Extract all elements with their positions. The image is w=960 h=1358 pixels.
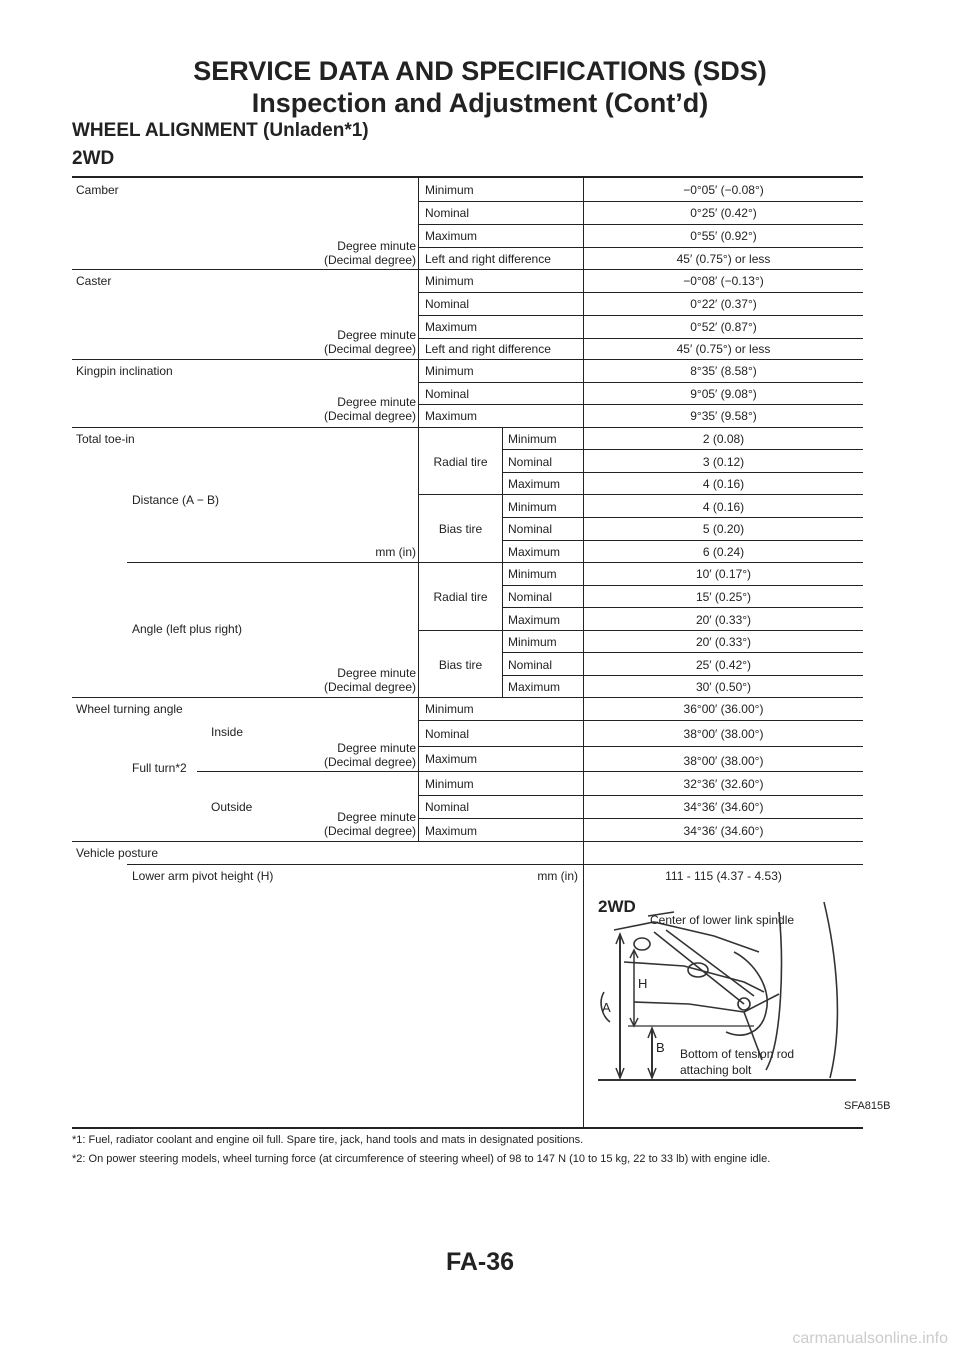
row-divider (197, 771, 863, 772)
param-label: Maximum (425, 752, 478, 766)
param-label: Minimum (425, 364, 474, 378)
param-label: Nominal (508, 455, 553, 469)
unit-label: (Decimal degree) (323, 824, 416, 838)
section-title: WHEEL ALIGNMENT (Unladen*1) (72, 120, 369, 141)
caster-label: Caster (76, 274, 112, 288)
value-cell: 0°22′ (0.37°) (690, 297, 757, 311)
row-divider (419, 292, 863, 293)
figure-center-label: Center of lower link spindle (650, 913, 795, 927)
value-cell: 10′ (0.17°) (695, 567, 752, 581)
param-label: Minimum (508, 500, 557, 514)
row-divider (419, 201, 863, 202)
toe-angle-label: Angle (left plus right) (132, 622, 243, 636)
footnote: *2: On power steering models, wheel turning force (at circumference of steering wheel) of 98 to 147 N (10 to 15 kg, 22 to 33 lb) with engine idle. (72, 1153, 771, 1165)
unit-label: Degree minute (337, 810, 416, 824)
value-cell: 45′ (0.75°) or less (676, 342, 771, 356)
page-number: FA-36 (445, 1248, 515, 1276)
param-label: Maximum (508, 680, 561, 694)
param-label: Nominal (508, 522, 553, 536)
param-label: Minimum (425, 702, 474, 716)
row-divider (72, 841, 863, 842)
row-divider (503, 585, 863, 586)
unit-label: Degree minute (337, 741, 416, 755)
suspension-diagram (594, 892, 864, 1097)
param-label: Maximum (425, 320, 478, 334)
param-label: Maximum (425, 824, 478, 838)
figure-bottom-label: Bottom of tension rod (680, 1047, 795, 1061)
row-divider (419, 338, 863, 339)
column-divider (418, 178, 419, 842)
table-top-border (72, 176, 863, 178)
value-cell: 25′ (0.42°) (695, 658, 752, 672)
value-cell: 34°36′ (34.60°) (683, 800, 764, 814)
unit-label: (Decimal degree) (323, 680, 416, 694)
toe-label: Total toe-in (76, 432, 135, 446)
figure-2wd-label: 2WD (598, 897, 636, 916)
param-label: Maximum (425, 409, 478, 423)
value-cell: 0°55′ (0.92°) (690, 229, 757, 243)
row-divider (72, 359, 863, 360)
camber-label: Camber (76, 183, 119, 197)
value-cell: 15′ (0.25°) (695, 590, 752, 604)
value-cell: 0°25′ (0.42°) (690, 206, 757, 220)
row-divider (72, 697, 863, 698)
param-label: Nominal (425, 800, 470, 814)
value-cell: 0°52′ (0.87°) (690, 320, 757, 334)
full-turn-label: Full turn*2 (132, 761, 187, 775)
value-cell: 38°00′ (38.00°) (683, 727, 764, 741)
param-label: Minimum (508, 432, 557, 446)
figure-a-label: A (602, 1000, 611, 1015)
row-divider (127, 864, 863, 865)
param-label: Maximum (508, 545, 561, 559)
posture-label: Vehicle posture (76, 846, 159, 860)
value-cell: 20′ (0.33°) (695, 635, 752, 649)
param-label: Minimum (425, 274, 474, 288)
value-cell: 9°35′ (9.58°) (690, 409, 757, 423)
value-cell: 38°00′ (38.00°) (683, 754, 764, 768)
value-cell: 111 - 115 (4.37 - 4.53) (665, 869, 782, 883)
column-divider (502, 427, 503, 698)
value-cell: 2 (0.08) (702, 432, 745, 446)
param-label: Maximum (508, 613, 561, 627)
value-cell: 4 (0.16) (702, 477, 745, 491)
param-label: Nominal (508, 658, 553, 672)
unit-label: (Decimal degree) (323, 755, 416, 769)
row-divider (503, 652, 863, 653)
param-label: Maximum (425, 229, 478, 243)
unit-label: Degree minute (337, 666, 416, 680)
row-divider (419, 494, 863, 495)
kingpin-label: Kingpin inclination (76, 364, 173, 378)
watermark: carmanualsonline.info (792, 1330, 948, 1347)
pivot-height-label: Lower arm pivot height (H) (132, 869, 274, 883)
row-divider (72, 427, 863, 428)
figure-h-label: H (638, 976, 648, 991)
row-divider (419, 795, 863, 796)
value-cell: 32°36′ (32.60°) (683, 777, 764, 791)
row-divider (419, 720, 863, 721)
unit-label: Degree minute (337, 239, 416, 253)
row-divider (419, 818, 863, 819)
row-divider (503, 607, 863, 608)
param-label: Minimum (508, 635, 557, 649)
value-cell: 36°00′ (36.00°) (683, 702, 764, 716)
header-title: SERVICE DATA AND SPECIFICATIONS (SDS) (193, 56, 767, 86)
param-label: Minimum (425, 777, 474, 791)
row-divider (72, 269, 863, 270)
row-divider (419, 404, 863, 405)
unit-label: Degree minute (337, 395, 416, 409)
row-divider (419, 746, 863, 747)
param-label: Minimum (425, 183, 474, 197)
inside-label: Inside (211, 725, 244, 739)
outside-label: Outside (211, 800, 253, 814)
unit-label: mm (in) (537, 869, 578, 883)
row-divider (127, 562, 863, 563)
header-subtitle: Inspection and Adjustment (Cont’d) (251, 88, 709, 118)
figure-attaching-label: attaching bolt (680, 1063, 752, 1077)
tire-type-label: Radial tire (433, 590, 488, 604)
unit-label: (Decimal degree) (323, 253, 416, 267)
param-label: Left and right difference (425, 252, 551, 266)
value-cell: 6 (0.24) (702, 545, 745, 559)
row-divider (419, 224, 863, 225)
table-bottom-border (72, 1127, 863, 1129)
row-divider (419, 315, 863, 316)
tire-type-label: Bias tire (438, 522, 483, 536)
section-subtitle: 2WD (72, 148, 115, 169)
turning-label: Wheel turning angle (76, 702, 183, 716)
row-divider (419, 382, 863, 383)
unit-label: (Decimal degree) (323, 409, 416, 423)
row-divider (503, 675, 863, 676)
value-cell: 3 (0.12) (702, 455, 745, 469)
param-label: Nominal (425, 387, 470, 401)
value-cell: −0°05′ (−0.08°) (683, 183, 764, 197)
value-cell: 4 (0.16) (702, 500, 745, 514)
param-label: Maximum (508, 477, 561, 491)
tire-type-label: Bias tire (438, 658, 483, 672)
param-label: Left and right difference (425, 342, 551, 356)
footnote: *1: Fuel, radiator coolant and engine oil full. Spare tire, jack, hand tools and mats in designated positions. (72, 1134, 584, 1146)
value-cell: 20′ (0.33°) (695, 613, 752, 627)
param-label: Nominal (508, 590, 553, 604)
value-cell: 9°05′ (9.08°) (690, 387, 757, 401)
unit-label: mm (in) (375, 545, 416, 559)
figure-b-label: B (656, 1040, 665, 1055)
value-cell: 8°35′ (8.58°) (690, 364, 757, 378)
param-label: Nominal (425, 297, 470, 311)
unit-label: (Decimal degree) (323, 342, 416, 356)
row-divider (503, 540, 863, 541)
tire-type-label: Radial tire (433, 455, 488, 469)
param-label: Nominal (425, 727, 470, 741)
param-label: Nominal (425, 206, 470, 220)
value-cell: 30′ (0.50°) (695, 680, 752, 694)
unit-label: Degree minute (337, 328, 416, 342)
value-cell: −0°08′ (−0.13°) (683, 274, 764, 288)
suspension-diagram-svg (594, 892, 864, 1092)
row-divider (419, 247, 863, 248)
param-label: Minimum (508, 567, 557, 581)
value-cell: 34°36′ (34.60°) (683, 824, 764, 838)
value-cell: 5 (0.20) (702, 522, 745, 536)
figure-caption: SFA815B (844, 1100, 891, 1112)
row-divider (419, 630, 863, 631)
toe-distance-label: Distance (A − B) (132, 493, 220, 507)
value-cell: 45′ (0.75°) or less (676, 252, 771, 266)
row-divider (503, 517, 863, 518)
row-divider (503, 472, 863, 473)
row-divider (503, 449, 863, 450)
